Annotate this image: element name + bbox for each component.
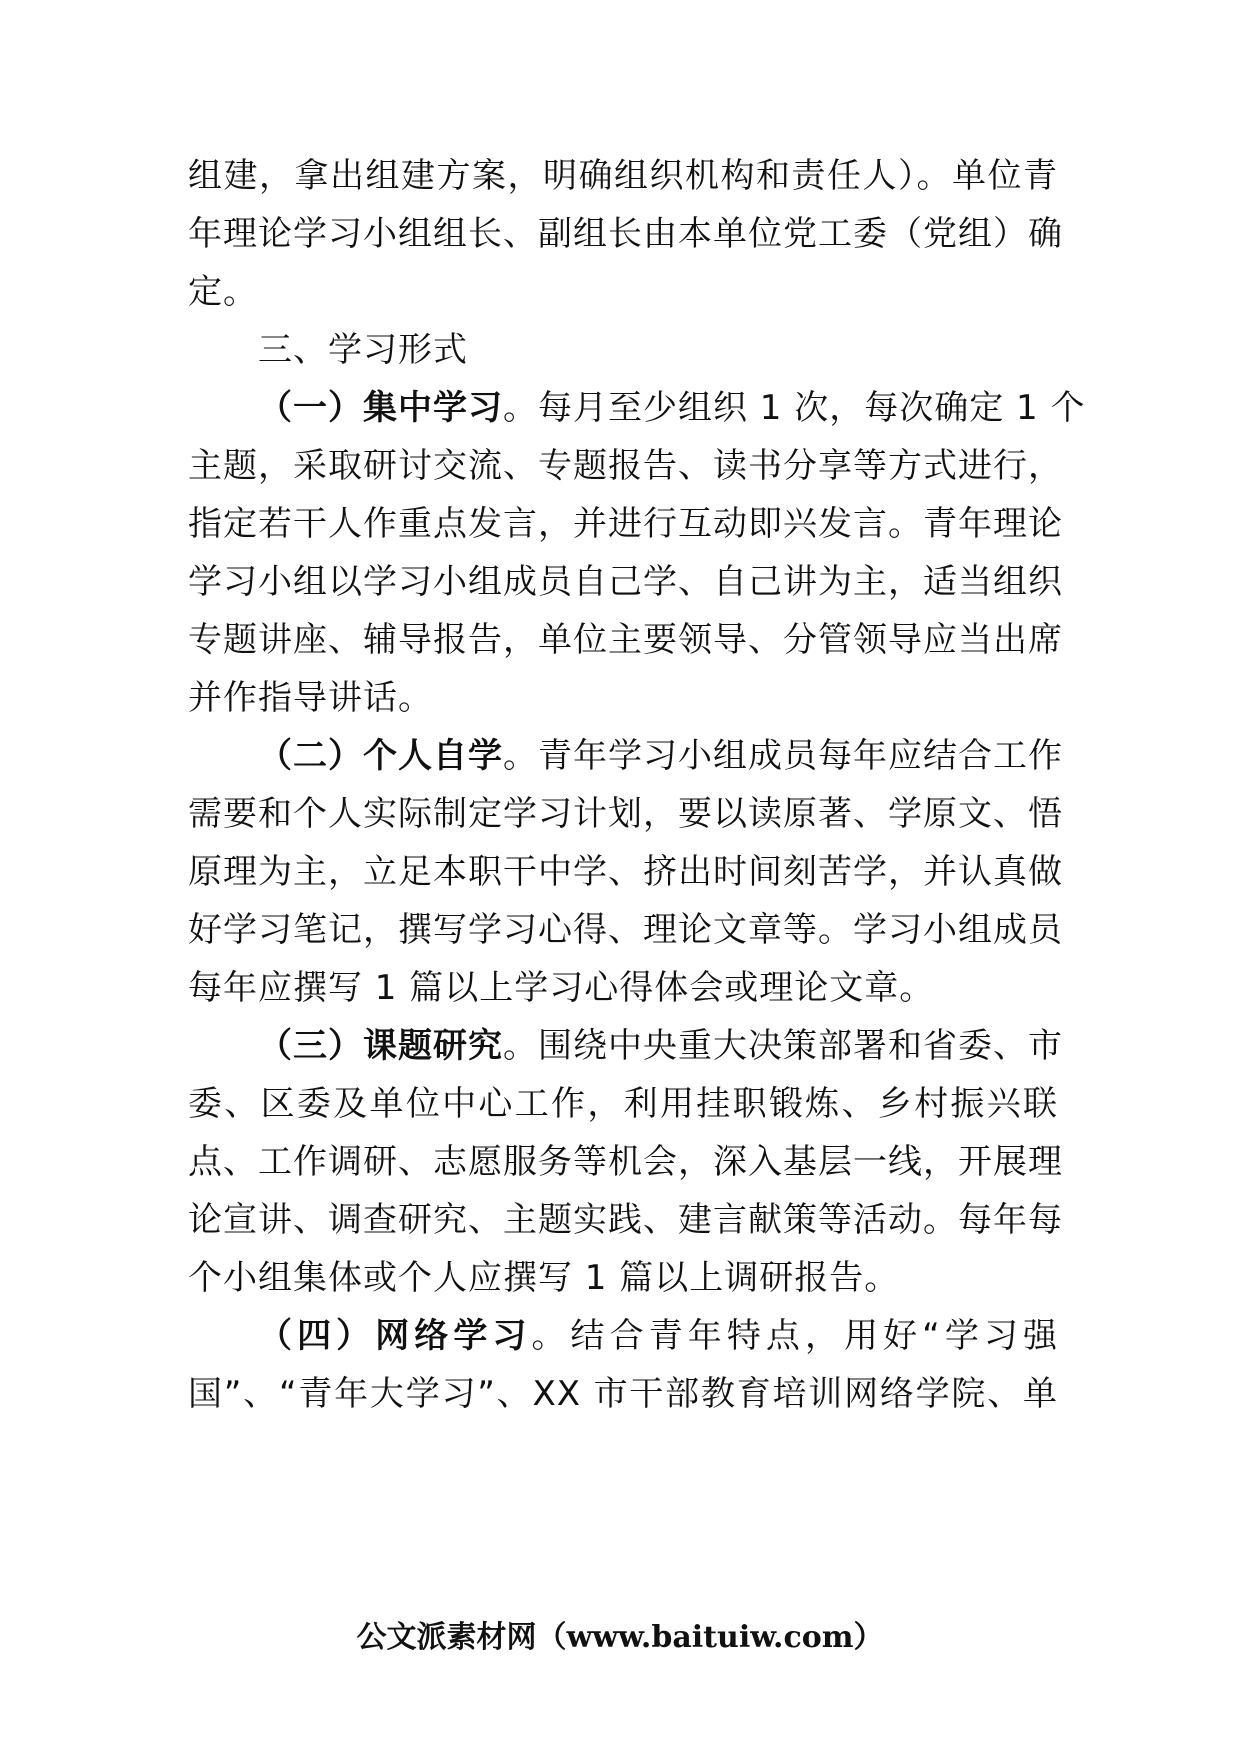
body-line: 原理为主，立足本职干中学、挤出时间刻苦学，并认真做	[188, 852, 1063, 892]
item-text: 。青年学习小组成员每年应结合工作	[503, 736, 1063, 776]
body-line: 学习小组以学习小组成员自己学、自己讲为主，适当组织	[188, 562, 1063, 602]
item-first-line	[258, 1026, 1063, 1066]
body-line: 国”、“青年大学习”、XX 市干部教育培训网络学院、单	[188, 1374, 1058, 1414]
item-label: （四）网络学习	[258, 1316, 532, 1356]
item-first-line	[258, 1316, 1058, 1356]
item-label: （二）个人自学	[258, 736, 503, 776]
item-first-line	[258, 388, 1086, 428]
body-line: 组建，拿出组建方案，明确组织机构和责任人）。单位青	[188, 156, 1058, 196]
body-line: 好学习笔记，撰写学习心得、理论文章等。学习小组成员	[188, 910, 1063, 950]
item-first-line	[258, 736, 1063, 776]
body-line: 年理论学习小组组长、副组长由本单位党工委（党组）确	[188, 214, 1063, 254]
body-line: 主题，采取研讨交流、专题报告、读书分享等方式进行，	[188, 446, 1063, 486]
body-line: 专题讲座、辅导报告，单位主要领导、分管领导应当出席	[188, 620, 1063, 660]
body-line: 并作指导讲话。	[188, 678, 433, 718]
body-line: 点、工作调研、志愿服务等机会，深入基层一线，开展理	[188, 1142, 1063, 1182]
body-line: 需要和个人实际制定学习计划，要以读原著、学原文、悟	[188, 794, 1063, 834]
body-line: 指定若干人作重点发言，并进行互动即兴发言。青年理论	[188, 504, 1063, 544]
body-line: 定。	[188, 272, 258, 312]
item-label: （三）课题研究	[258, 1026, 503, 1066]
item-text: 。结合青年特点，用好“学习强	[531, 1316, 1058, 1356]
item-text: 。围绕中央重大决策部署和省委、市	[503, 1026, 1063, 1066]
body-line: 个小组集体或个人应撰写 1 篇以上调研报告。	[188, 1258, 900, 1298]
body-line: 每年应撰写 1 篇以上学习心得体会或理论文章。	[188, 968, 935, 1008]
body-line: 论宣讲、调查研究、主题实践、建言献策等活动。每年每	[188, 1200, 1063, 1240]
item-text: 。每月至少组织 1 次，每次确定 1 个	[503, 388, 1086, 428]
item-label: （一）集中学习	[258, 388, 503, 428]
section-heading: 三、学习形式	[258, 330, 468, 370]
footer-watermark: 公文派素材网（www.baituiw.com）	[356, 1620, 884, 1655]
body-line: 委、区委及单位中心工作，利用挂职锻炼、乡村振兴联	[188, 1084, 1058, 1124]
